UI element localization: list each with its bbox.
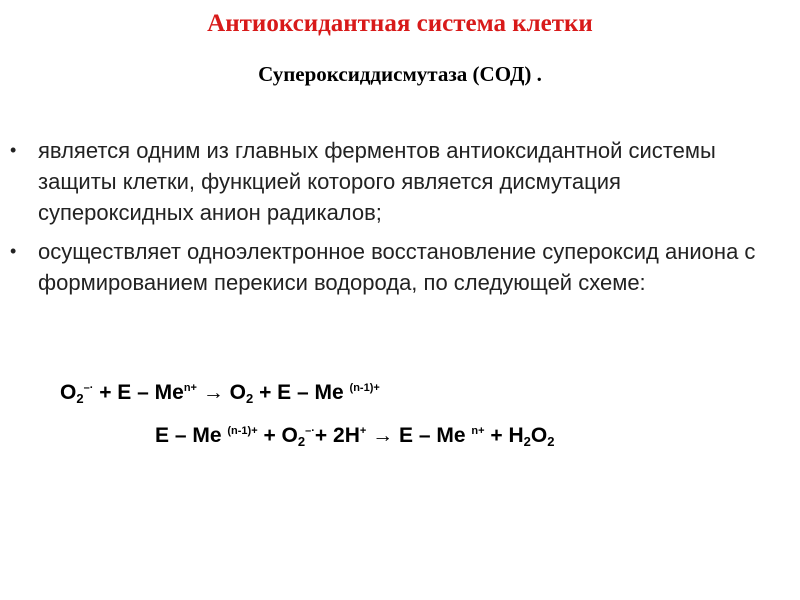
eq1-superscript: –· <box>83 382 94 394</box>
slide-title: Антиоксидантная система клетки <box>207 10 593 37</box>
eq2-superscript: + <box>359 425 367 437</box>
eq2-subscript: 2 <box>523 434 531 449</box>
bullet-marker: • <box>10 241 17 261</box>
eq2-term: → E – Me <box>366 424 466 447</box>
eq1-term: + E – Me <box>253 381 344 404</box>
eq2-subscript: 2 <box>547 434 555 449</box>
bullet-text: осуществляет одноэлектронное восстановление супероксид аниона с формированием перекиси водорода, по следующей схеме: <box>38 239 756 295</box>
eq2-superscript: n+ <box>471 425 485 437</box>
eq1-term: + E – Me <box>93 381 184 404</box>
equation-2 <box>155 424 554 448</box>
eq2-term: + O <box>257 424 298 447</box>
eq1-superscript: (n-1)+ <box>349 382 380 394</box>
eq2-subscript: 2 <box>297 434 306 449</box>
eq2-term: + 2H <box>314 424 360 447</box>
equation-1 <box>60 381 380 405</box>
eq1-term: → O <box>196 381 246 404</box>
eq2-term: E – Me <box>155 424 222 447</box>
eq1-subscript: 2 <box>76 391 84 406</box>
bullet-text: является одним из главных ферментов антиоксидантной системы защиты клетки, функцией которого является дисмутация супероксидных анион радикалов; <box>38 138 716 225</box>
slide-subtitle: Супероксиддисмутаза (СОД) . <box>258 62 542 86</box>
eq1-subscript: 2 <box>246 391 254 406</box>
eq2-term: + H <box>484 424 524 447</box>
eq1-superscript: n+ <box>183 382 197 394</box>
eq2-superscript: (n-1)+ <box>227 425 258 437</box>
eq1-term: O <box>60 381 77 404</box>
bullet-list <box>10 135 780 306</box>
bullet-marker: • <box>10 140 17 160</box>
bullet-item-2 <box>10 236 780 298</box>
eq2-term: O <box>530 424 548 447</box>
eq2-superscript: –· <box>305 425 315 437</box>
bullet-item-1 <box>10 135 780 228</box>
